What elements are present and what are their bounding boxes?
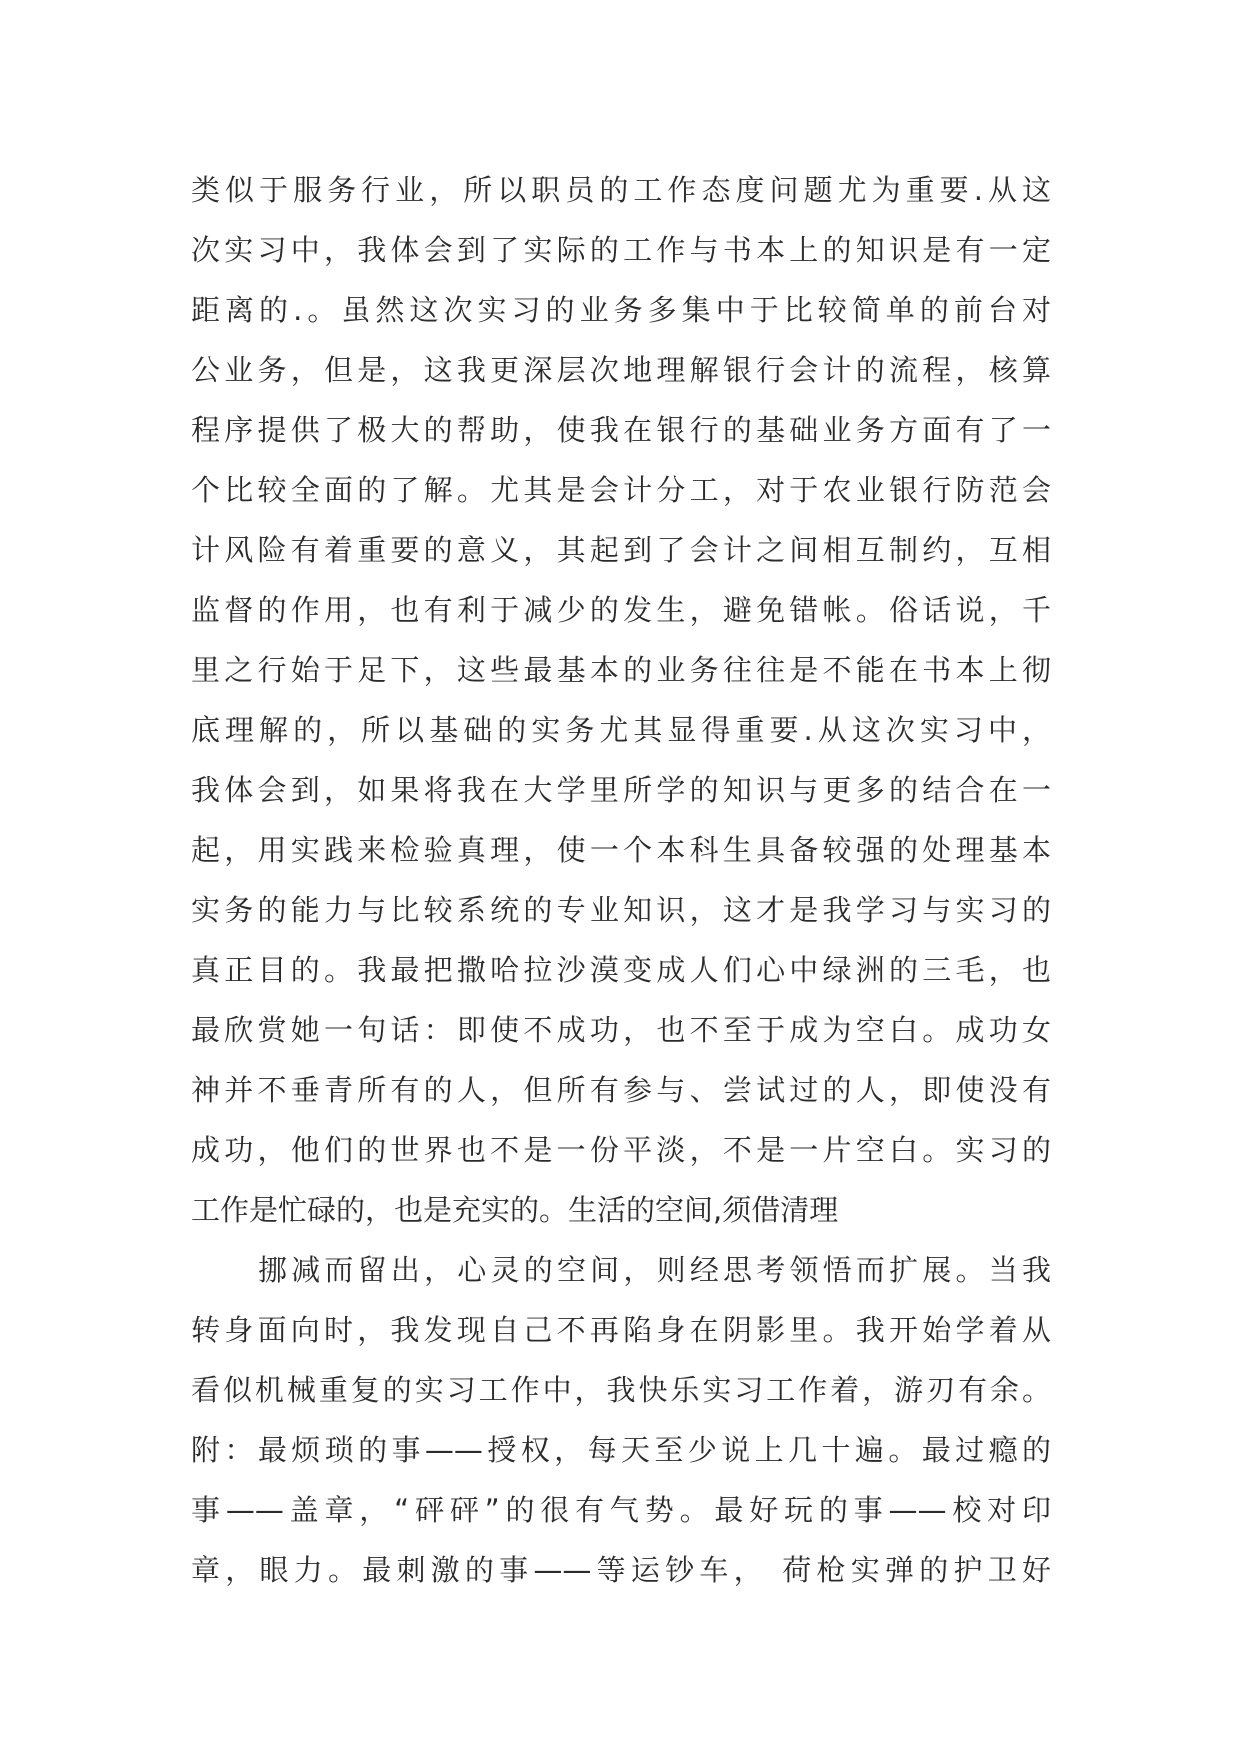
text-line: 实务的能力与比较系统的专业知识，这才是我学习与实习的 — [191, 893, 1051, 927]
text-line: 类似于服务行业，所以职员的工作态度问题尤为重要.从这 — [191, 173, 1051, 207]
text-line: 公业务，但是，这我更深层次地理解银行会计的流程，核算 — [191, 353, 1051, 387]
text-line: 工作是忙碌的，也是充实的。生活的空间,须借清理 — [191, 1193, 839, 1227]
text-line: 起，用实践来检验真理，使一个本科生具备较强的处理基本 — [191, 833, 1051, 867]
text-line: 最欣赏她一句话：即使不成功，也不至于成为空白。成功女 — [191, 1013, 1051, 1047]
text-line: 计风险有着重要的意义，其起到了会计之间相互制约，互相 — [191, 533, 1051, 567]
text-line: 附：最烦琐的事——授权，每天至少说上几十遍。最过瘾的 — [191, 1433, 1051, 1467]
text-line: 神并不垂青所有的人，但所有参与、尝试过的人，即使没有 — [191, 1073, 1051, 1107]
text-line: 里之行始于足下，这些最基本的业务往往是不能在书本上彻 — [191, 653, 1051, 687]
text-line: 底理解的，所以基础的实务尤其显得重要.从这次实习中， — [191, 713, 1051, 747]
text-line: 挪减而留出，心灵的空间，则经思考领悟而扩展。当我 — [258, 1253, 1051, 1287]
text-line: 我体会到，如果将我在大学里所学的知识与更多的结合在一 — [191, 773, 1051, 807]
text-line: 程序提供了极大的帮助，使我在银行的基础业务方面有了一 — [191, 413, 1051, 447]
body-text — [191, 160, 1051, 1600]
paragraph-2 — [191, 1240, 1051, 1600]
text-line: 转身面向时，我发现自己不再陷身在阴影里。我开始学着从 — [191, 1313, 1051, 1347]
paragraph-1 — [191, 160, 1051, 1240]
text-line: 真正目的。我最把撒哈拉沙漠变成人们心中绿洲的三毛，也 — [191, 953, 1051, 987]
text-line: 个比较全面的了解。尤其是会计分工，对于农业银行防范会 — [191, 473, 1051, 507]
text-line: 监督的作用，也有利于减少的发生，避免错帐。俗话说，千 — [191, 593, 1051, 627]
text-line: 事——盖章，“砰砰”的很有气势。最好玩的事——校对印 — [191, 1493, 1051, 1527]
text-line: 成功，他们的世界也不是一份平淡，不是一片空白。实习的 — [191, 1133, 1051, 1167]
text-line: 章，眼力。最刺激的事——等运钞车， 荷枪实弹的护卫好 — [191, 1553, 1051, 1587]
text-line: 次实习中，我体会到了实际的工作与书本上的知识是有一定 — [191, 233, 1051, 267]
text-line: 距离的.。虽然这次实习的业务多集中于比较简单的前台对 — [191, 293, 1051, 327]
text-line: 看似机械重复的实习工作中，我快乐实习工作着，游刃有余。 — [191, 1373, 1051, 1407]
